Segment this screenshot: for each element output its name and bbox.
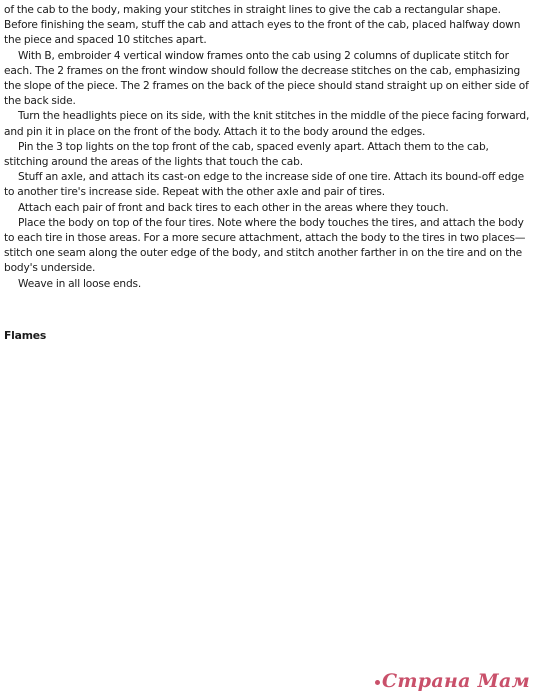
section-heading-flames: Flames [4,329,47,342]
paragraph-weave-ends: Weave in all loose ends. [18,277,142,290]
paragraph-window-frames: With B, embroider 4 vertical window frames onto the cab using 2 columns of duplicate stitch for each. The 2 frames on the front window should follow the decrease stitches on the cab, emphasizing the slope of the piece. The 2 frames on the back of the piece should stand straight up on either side of the back side. [4,49,529,108]
watermark-dot-icon [375,680,380,685]
paragraph-top-lights: Pin the 3 top lights on the top front of the cab, spaced evenly apart. Attach them to the cab, stitching around the areas of the lights that touch the cab. [4,140,489,169]
document-body [4,3,534,292]
watermark-text: Страна Мам [381,670,530,692]
watermark-logo [375,670,530,692]
paragraph-body-attach: Place the body on top of the four tires. Note where the body touches the tires, and attach the body to each tire in those areas. For a more secure attachment, attach the body to the tires in two places—stitch one seam along the outer edge of the body, and stitch another farther in on the tire and on the body's underside. [4,216,526,275]
paragraph-headlights: Turn the headlights piece on its side, with the knit stitches in the middle of the piece facing forward, and pin it in place on the front of the body. Attach it to the body around the edges. [4,110,530,138]
paragraph-cab-seam: of the cab to the body, making your stitches in straight lines to give the cab a rectangular shape. Before finishing the seam, stuff the cab and attach eyes to the front of the cab, placed halfway down the piece and spaced 10 stitches apart. [4,4,521,47]
paragraph-axle: Stuff an axle, and attach its cast-on edge to the increase side of one tire. Attach its bound-off edge to another tire's increase side. Repeat with the other axle and pair of tires. [4,171,525,199]
paragraph-tire-pairs: Attach each pair of front and back tires to each other in the areas where they touch. [18,201,449,214]
